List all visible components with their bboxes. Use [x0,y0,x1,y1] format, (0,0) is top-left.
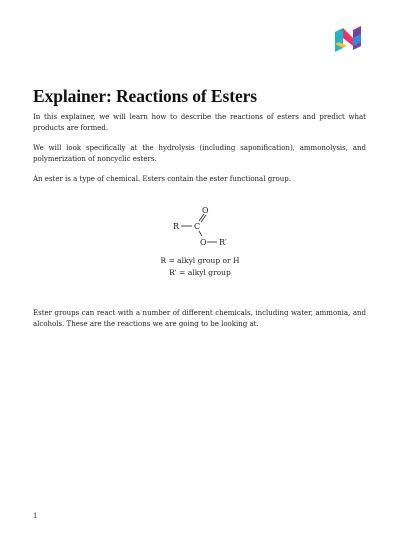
logo-pink-part [343,28,353,46]
legend-r-prime: R’ = alkyl group [169,268,231,277]
double-bond-c-o-a [199,214,204,221]
page-title: Explainer: Reactions of Esters [33,86,257,106]
page-number: 1 [33,512,38,520]
nagwa-logo-icon [335,26,365,52]
intro-paragraph: In this explainer, we will learn how to describe the reactions of esters and predict what products are formed. [33,113,366,132]
atom-r-prime: R′ [219,238,227,247]
legend-r: R = alkyl group or H [160,256,240,265]
double-bond-c-o-b [201,215,206,222]
atom-r: R [173,222,180,231]
atom-c: C [194,222,201,231]
ester-definition-paragraph: An ester is a type of chemical. Esters contain the ester functional group. [33,175,291,183]
logo-cyan-part [335,28,343,52]
bond-c-o [199,231,202,236]
atom-o-single: O [200,238,207,247]
ester-functional-group-diagram [166,203,236,253]
scope-paragraph: We will look specifically at the hydrolysis (including saponification), ammonolysis, and polymerization of noncyclic esters. [33,144,366,163]
atom-o-double: O [202,206,209,215]
reactions-paragraph: Ester groups can react with a number of different chemicals, including water, ammonia, and alcohols. These are the reactions we are going to be looking at. [33,309,366,328]
